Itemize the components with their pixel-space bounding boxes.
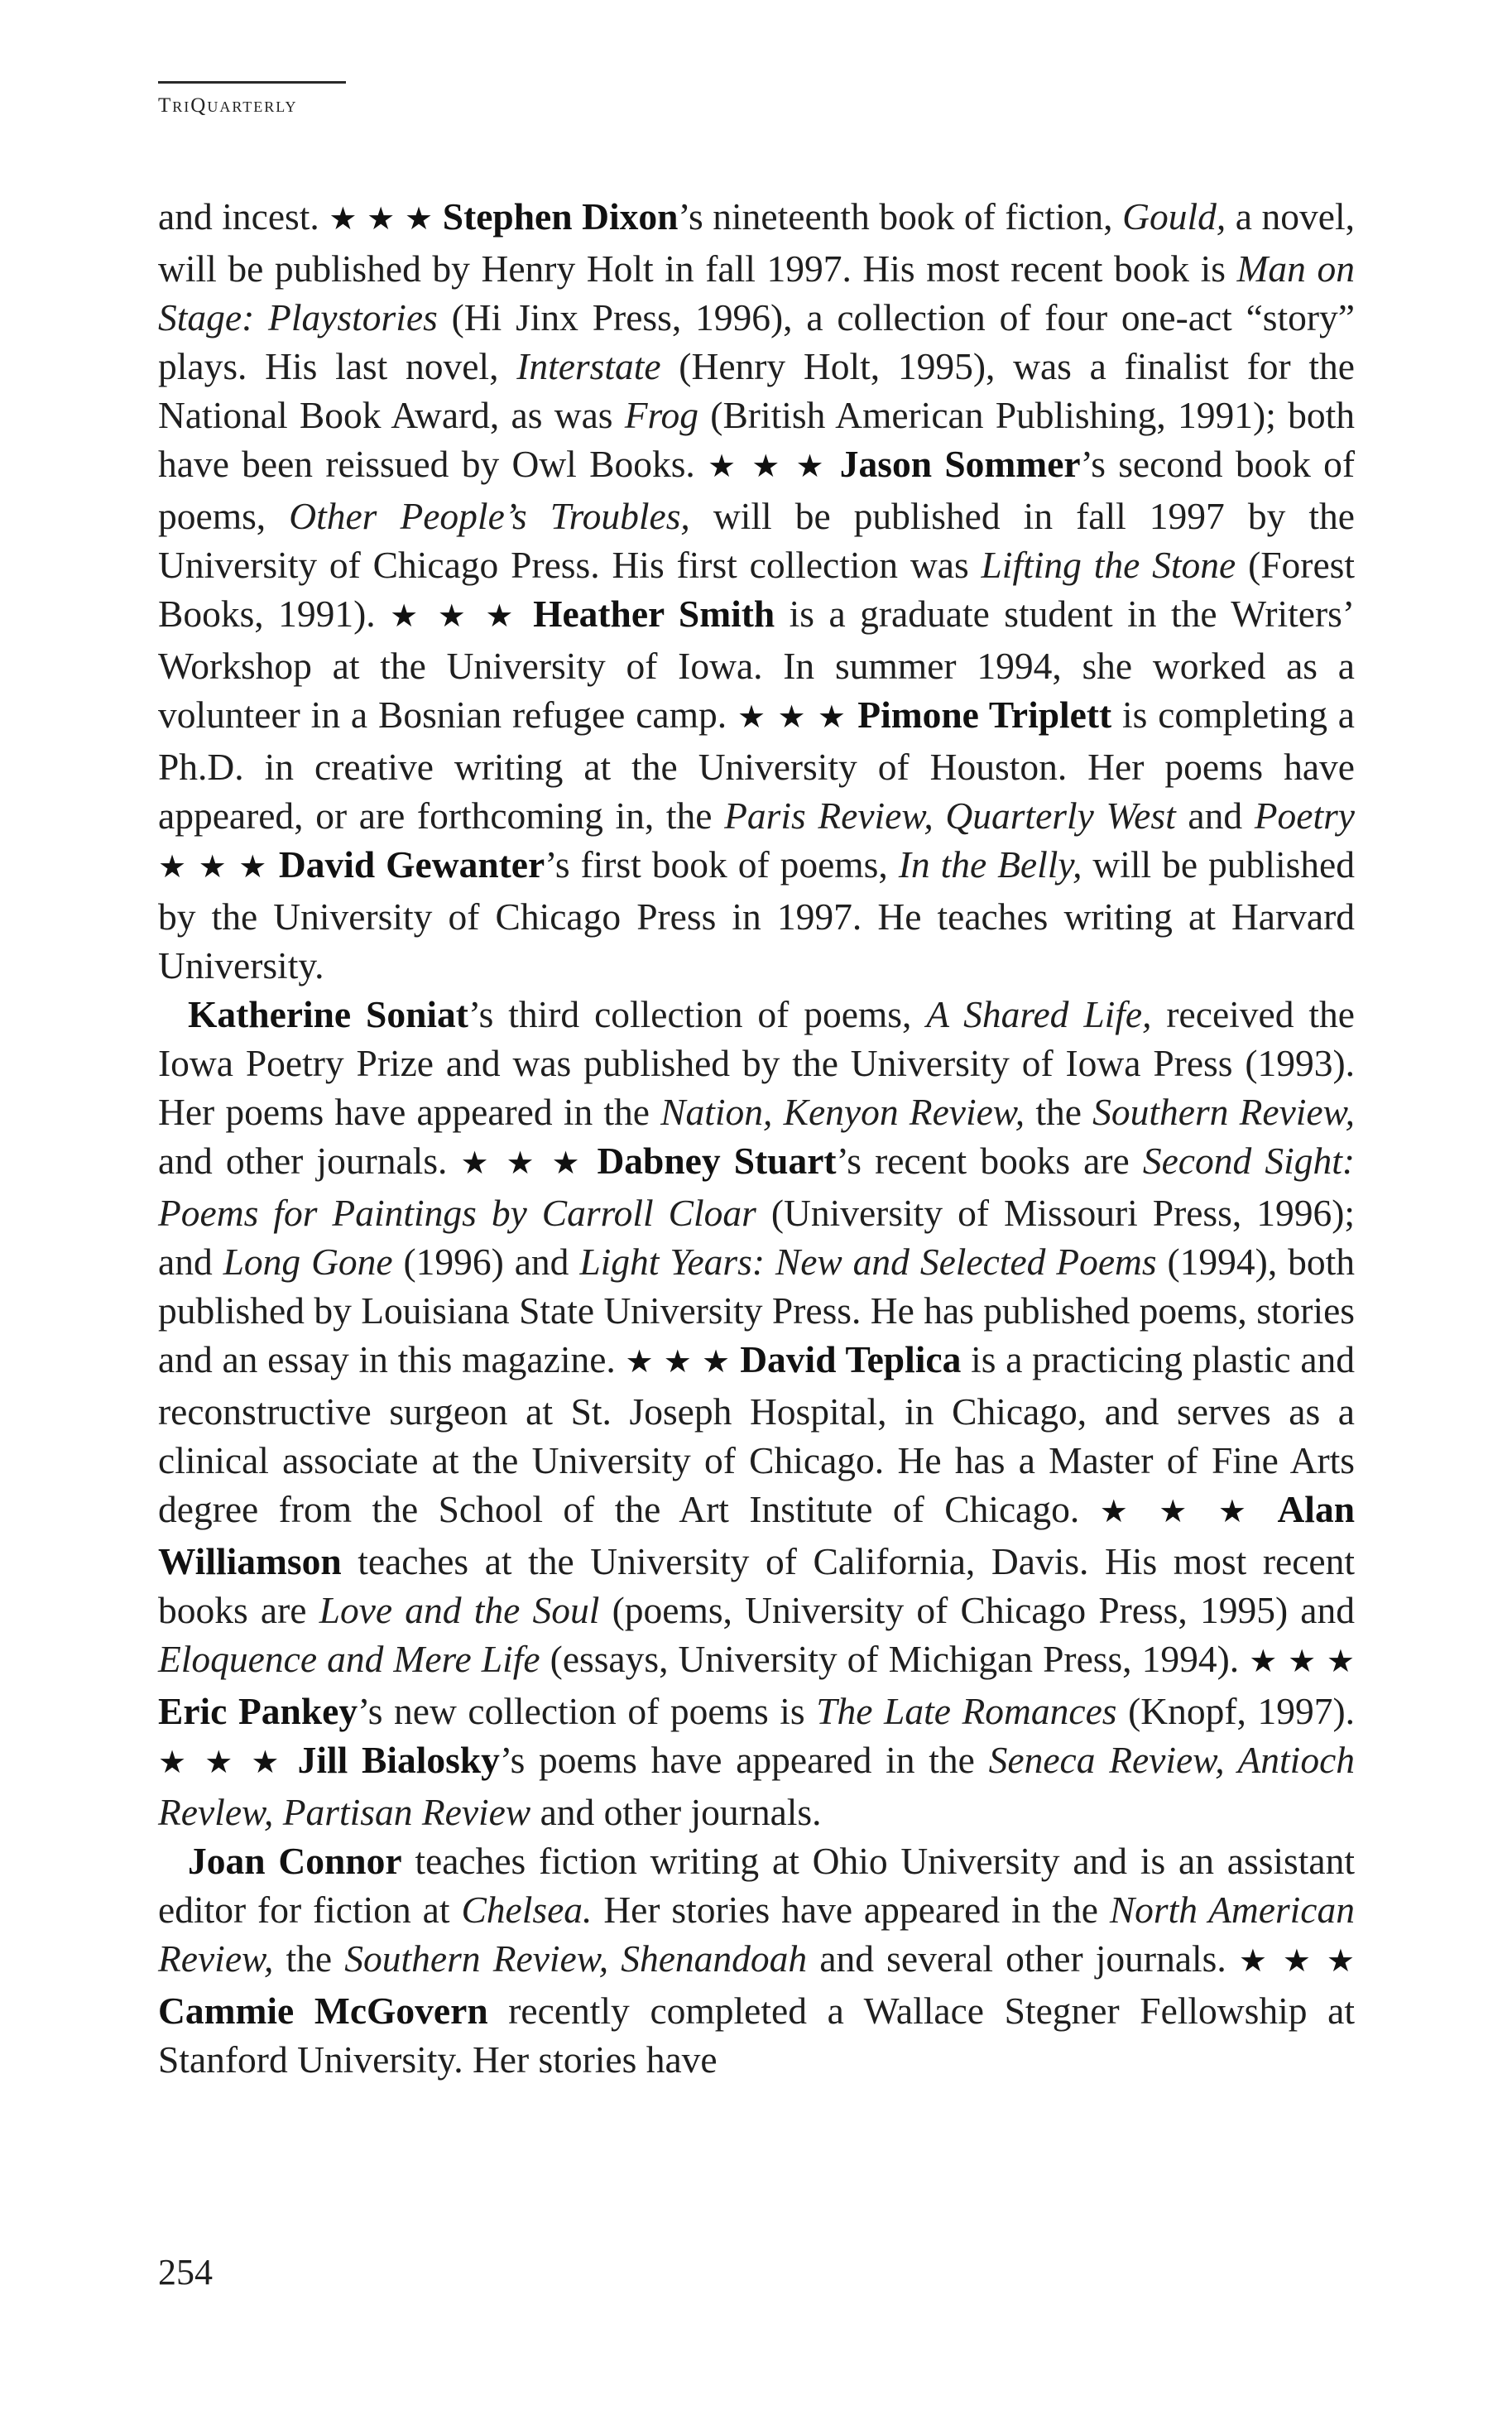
star-separator-icon: ★ bbox=[708, 449, 740, 484]
journal-title: Southern Review, bbox=[1092, 1091, 1355, 1133]
star-separator-icon: ★ bbox=[404, 202, 434, 237]
contributor-name: David Teplica bbox=[740, 1338, 962, 1380]
book-title: Long Gone bbox=[223, 1241, 393, 1283]
book-title: Lifting the Stone bbox=[981, 544, 1236, 586]
header-rule bbox=[158, 81, 346, 84]
star-separator-icon: ★ bbox=[437, 599, 471, 634]
contributor-name: Dabney Stuart bbox=[597, 1140, 837, 1182]
book-title: Second Sight: Poems for Paintings by Carroll Cloar bbox=[158, 1140, 1356, 1234]
contributor-name: Pimone Triplett bbox=[857, 694, 1112, 736]
star-separator-icon: ★ bbox=[1238, 1944, 1270, 1979]
star-separator-icon: ★ bbox=[1288, 1644, 1317, 1679]
star-separator-icon: ★ bbox=[485, 599, 519, 634]
contributor-name: Alan Williamson bbox=[158, 1488, 1355, 1582]
running-head-part: RI bbox=[172, 98, 191, 115]
contributors-notes-text bbox=[158, 192, 1355, 2084]
book-title: The Late Romances bbox=[816, 1690, 1117, 1732]
star-separator-icon: ★ bbox=[390, 599, 424, 634]
paragraph-3: Joan Connor teaches fiction writing at Ohio University and is an assistant editor for fiction at Chelsea. Her stories have appeared in the North American Review, the Southern Review, Shenandoah and several other journals. ★ ★ ★ Cammie McGovern recently completed a Wallace Stegner Fellowship at Stanford University. Her stories have bbox=[158, 1840, 1356, 2081]
book-title: Interstate bbox=[516, 345, 661, 387]
star-separator-icon: ★ bbox=[737, 700, 767, 735]
book-title: Eloquence and Mere Life bbox=[158, 1638, 540, 1680]
book-title: Love and the Soul bbox=[319, 1589, 600, 1631]
star-separator-icon: ★ bbox=[1326, 1944, 1355, 1979]
star-separator-icon: ★ bbox=[625, 1345, 654, 1380]
star-separator-icon: ★ bbox=[795, 449, 828, 484]
journal-title: Nation, Kenyon Review, bbox=[660, 1091, 1025, 1133]
contributor-name: Jason Sommer bbox=[839, 443, 1081, 485]
star-separator-icon: ★ bbox=[777, 700, 807, 735]
star-separator-icon: ★ bbox=[367, 202, 396, 237]
page-number: 254 bbox=[158, 2252, 213, 2292]
star-separator-icon: ★ bbox=[1159, 1495, 1198, 1529]
running-head-part: Q bbox=[190, 94, 208, 117]
journal-title: Southern Review, Shenandoah bbox=[344, 1937, 808, 1980]
running-head bbox=[158, 94, 297, 118]
star-separator-icon: ★ bbox=[506, 1146, 539, 1181]
star-separator-icon: ★ bbox=[751, 449, 784, 484]
contributor-name: Cammie McGovern bbox=[158, 1990, 488, 2032]
journal-title: Seneca Review, Antioch Revlew, Partisan Review bbox=[158, 1739, 1356, 1833]
star-separator-icon: ★ bbox=[329, 202, 358, 237]
contributor-name: Joan Connor bbox=[188, 1840, 402, 1882]
book-title: Frog bbox=[624, 394, 699, 436]
book-title: Other People’s Troubles, bbox=[289, 495, 690, 537]
journal-title: Paris Review, Quarterly West bbox=[724, 794, 1176, 837]
star-separator-icon: ★ bbox=[663, 1345, 693, 1380]
star-separator-icon: ★ bbox=[158, 1745, 191, 1780]
contributor-name: Katherine Soniat bbox=[188, 993, 468, 1035]
star-separator-icon: ★ bbox=[1217, 1495, 1257, 1529]
journal-title: Chelsea. bbox=[461, 1889, 593, 1931]
star-separator-icon: ★ bbox=[701, 1345, 731, 1380]
paragraph-2: Katherine Soniat’s third collection of poems, A Shared Life, received the Iowa Poetry Prize and was published by the University of Iowa Press (1993). Her poems have appeared in the Nation, Kenyon Review, the Southern Review, and other journals. ★ ★ ★ Dabney Stuart’s recent books are Second Sight: Poems for Paintings by Carroll Cloar (University of Missouri Press, 1996); and Long Gone (1996) and Light Years: New and Selected Poems (1994), both published by Louisiana State University Press. He has published poems, stories and an essay in this magazine. ★ ★ ★ David Teplica is a practicing plastic and reconstructive surgeon at St. Joseph Hospital, in Chicago, and serves as a clinical associate at the University of Chicago. He has a Master of Fine Arts degree from the School of the Art Institute of Chicago. ★ ★ ★ Alan Williamson teaches at the University of California, Davis. His most recent books are Love and the Soul (poems, University of Chicago Press, 1995) and Eloquence and Mere Life (essays, University of Michigan Press, 1994). ★ ★ ★ Eric Pankey’s new collection of poems is The Late Romances (Knopf, 1997). ★ ★ ★ Jill Bialosky’s poems have appeared in the Seneca Review, Antioch Revlew, Partisan Review and other journals. bbox=[158, 993, 1356, 1833]
star-separator-icon: ★ bbox=[204, 1745, 238, 1780]
book-title: Gould, bbox=[1122, 195, 1226, 238]
contributor-name: David Gewanter bbox=[278, 843, 545, 886]
star-separator-icon: ★ bbox=[1249, 1644, 1278, 1679]
star-separator-icon: ★ bbox=[1099, 1495, 1139, 1529]
contributor-name: Eric Pankey bbox=[158, 1690, 358, 1732]
star-separator-icon: ★ bbox=[198, 850, 228, 885]
star-separator-icon: ★ bbox=[1282, 1944, 1314, 1979]
star-separator-icon: ★ bbox=[460, 1146, 493, 1181]
book-title: Man on Stage: Playstories bbox=[158, 247, 1356, 338]
star-separator-icon: ★ bbox=[1326, 1644, 1355, 1679]
star-separator-icon: ★ bbox=[817, 700, 847, 735]
journal-title: North American Review, bbox=[158, 1889, 1356, 1980]
journal-title: Poetry bbox=[1254, 794, 1356, 837]
book-title: A Shared Life, bbox=[926, 993, 1152, 1035]
book-title: In the Belly, bbox=[898, 843, 1082, 886]
star-separator-icon: ★ bbox=[238, 850, 268, 885]
book-title: Light Years: New and Selected Poems bbox=[579, 1241, 1157, 1283]
contributor-name: Jill Bialosky bbox=[297, 1739, 500, 1781]
running-head-part: T bbox=[158, 94, 173, 117]
contributor-name: Stephen Dixon bbox=[442, 195, 679, 238]
star-separator-icon: ★ bbox=[158, 850, 188, 885]
contributor-name: Heather Smith bbox=[533, 593, 775, 635]
star-separator-icon: ★ bbox=[551, 1146, 584, 1181]
star-separator-icon: ★ bbox=[251, 1745, 284, 1780]
running-head-part: UARTERLY bbox=[207, 98, 298, 115]
paragraph-1: and incest. ★ ★ ★ Stephen Dixon’s nineteenth book of fiction, Gould, a novel, will be published by Henry Holt in fall 1997. His most recent book is Man on Stage: Playstories (Hi Jinx Press, 1996), a collection of four one-act “story” plays. His last novel, Interstate (Henry Holt, 1995), was a finalist for the National Book Award, as was Frog (British American Publishing, 1991); both have been reissued by Owl Books. ★ ★ ★ Jason Sommer’s second book of poems, Other People’s Troubles, will be published in fall 1997 by the University of Chicago Press. His first collection was Lifting the Stone (Forest Books, 1991). ★ ★ ★ Heather Smith is a graduate student in the Writers’ Workshop at the University of Iowa. In summer 1994, she worked as a volunteer in a Bosnian refugee camp. ★ ★ ★ Pimone Triplett is completing a Ph.D. in creative writing at the University of Houston. Her poems have appeared, or are forthcoming in, the Paris Review, Quarterly West and Poetry ★ ★ ★ David Gewanter’s first book of poems, In the Belly, will be published by the University of Chicago Press in 1997. He teaches writing at Harvard University. bbox=[158, 195, 1356, 986]
